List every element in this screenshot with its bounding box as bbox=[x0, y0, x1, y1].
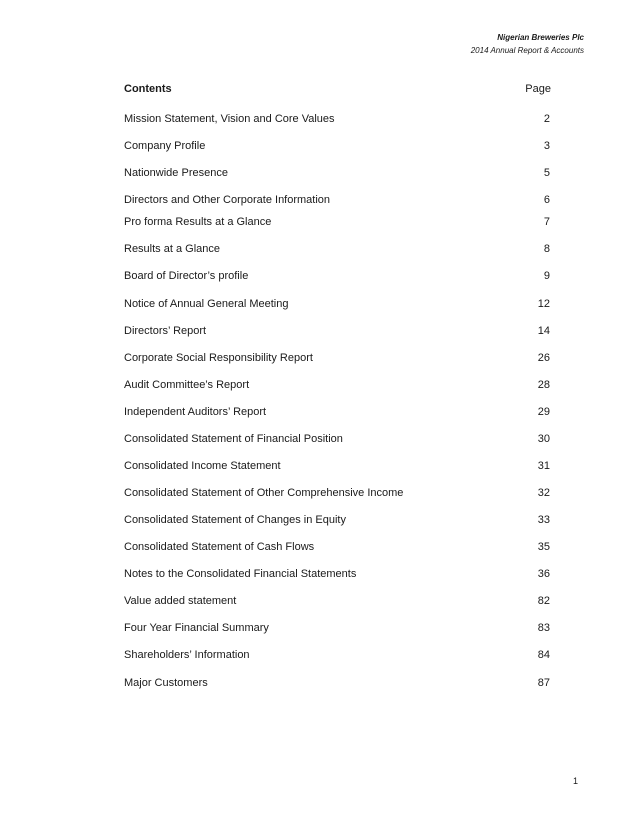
toc-entry-label: Consolidated Statement of Cash Flows bbox=[124, 541, 315, 553]
toc-entry-label: Board of Director’s profile bbox=[124, 270, 249, 282]
report-title: 2014 Annual Report & Accounts bbox=[470, 46, 584, 55]
toc-entry-label: Major Customers bbox=[124, 677, 208, 689]
toc-entry-page: 31 bbox=[537, 460, 550, 472]
toc-entry-page: 82 bbox=[537, 595, 550, 607]
toc-entry-label: Notice of Annual General Meeting bbox=[124, 298, 289, 310]
toc-entry[interactable] bbox=[124, 351, 550, 365]
toc-entry[interactable] bbox=[124, 269, 550, 283]
toc-entry-page: 9 bbox=[543, 270, 550, 282]
toc-entry-page: 26 bbox=[537, 352, 550, 364]
toc-entry-page: 3 bbox=[543, 140, 550, 152]
toc-entry-page: 84 bbox=[537, 649, 550, 661]
toc-entry-label: Nationwide Presence bbox=[124, 167, 228, 179]
toc-entry-page: 2 bbox=[543, 113, 550, 125]
toc-entry[interactable] bbox=[124, 139, 550, 153]
toc-entry-label: Consolidated Statement of Other Comprehensive Income bbox=[124, 487, 404, 499]
toc-entry[interactable] bbox=[124, 215, 550, 229]
toc-entry-page: 33 bbox=[537, 514, 550, 526]
toc-entry-label: Directors’ Report bbox=[124, 325, 207, 337]
toc-entry[interactable] bbox=[124, 324, 550, 338]
page-header bbox=[471, 31, 584, 57]
toc-entry-page: 12 bbox=[537, 298, 550, 310]
toc-entry[interactable] bbox=[124, 112, 550, 126]
company-name: Nigerian Breweries Plc bbox=[497, 33, 584, 42]
toc-entry-label: Consolidated Statement of Financial Position bbox=[124, 433, 343, 445]
toc-entry-label: Mission Statement, Vision and Core Values bbox=[124, 113, 335, 125]
toc-entry[interactable] bbox=[124, 486, 550, 500]
toc-entry[interactable] bbox=[124, 648, 550, 662]
toc-entry[interactable] bbox=[124, 378, 550, 392]
page-column-label: Page bbox=[525, 83, 551, 95]
toc-entry-label: Company Profile bbox=[124, 140, 206, 152]
toc-entry[interactable] bbox=[124, 621, 550, 635]
toc-entry[interactable] bbox=[124, 242, 550, 256]
toc-entry-page: 36 bbox=[537, 568, 550, 580]
toc-entry-label: Value added statement bbox=[124, 595, 237, 607]
toc-entry-page: 29 bbox=[537, 406, 550, 418]
toc-entry-page: 30 bbox=[537, 433, 550, 445]
toc-entry[interactable] bbox=[124, 594, 550, 608]
toc-entry-label: Results at a Glance bbox=[124, 243, 220, 255]
toc-entry-label: Independent Auditors’ Report bbox=[124, 406, 267, 418]
toc-entry[interactable] bbox=[124, 297, 550, 311]
toc-entry-page: 32 bbox=[537, 487, 550, 499]
toc-entry[interactable] bbox=[124, 459, 550, 473]
toc-entry-label: Consolidated Statement of Changes in Equity bbox=[124, 514, 346, 526]
toc-entry-page: 5 bbox=[543, 167, 550, 179]
page-number: 1 bbox=[572, 776, 578, 786]
toc-entry[interactable] bbox=[124, 193, 550, 207]
toc-entry[interactable] bbox=[124, 540, 550, 554]
toc-entry-label: Corporate Social Responsibility Report bbox=[124, 352, 313, 364]
toc-entry-label: Audit Committee’s Report bbox=[124, 379, 250, 391]
toc-entry-page: 8 bbox=[543, 243, 550, 255]
toc-entry[interactable] bbox=[124, 166, 550, 180]
toc-entry-label: Pro forma Results at a Glance bbox=[124, 216, 272, 228]
toc-entry-label: Shareholders’ Information bbox=[124, 649, 250, 661]
toc-entry-label: Consolidated Income Statement bbox=[124, 460, 281, 472]
toc-entry-page: 7 bbox=[543, 216, 550, 228]
contents-title: Contents bbox=[124, 83, 172, 95]
toc-entry-page: 6 bbox=[543, 194, 550, 206]
contents-heading-row bbox=[124, 83, 551, 95]
toc-entry[interactable] bbox=[124, 567, 550, 581]
toc-entry-label: Directors and Other Corporate Information bbox=[124, 194, 331, 206]
toc-entry-label: Four Year Financial Summary bbox=[124, 622, 269, 634]
toc-entry-page: 28 bbox=[537, 379, 550, 391]
toc-entry-page: 83 bbox=[537, 622, 550, 634]
toc-entry[interactable] bbox=[124, 513, 550, 527]
toc-entry-page: 87 bbox=[537, 677, 550, 689]
toc-entry-page: 35 bbox=[537, 541, 550, 553]
toc-entry[interactable] bbox=[124, 405, 550, 419]
toc-entry[interactable] bbox=[124, 676, 550, 690]
toc-entry-page: 14 bbox=[537, 325, 550, 337]
toc-entry[interactable] bbox=[124, 432, 550, 446]
toc-entry-label: Notes to the Consolidated Financial Statements bbox=[124, 568, 357, 580]
